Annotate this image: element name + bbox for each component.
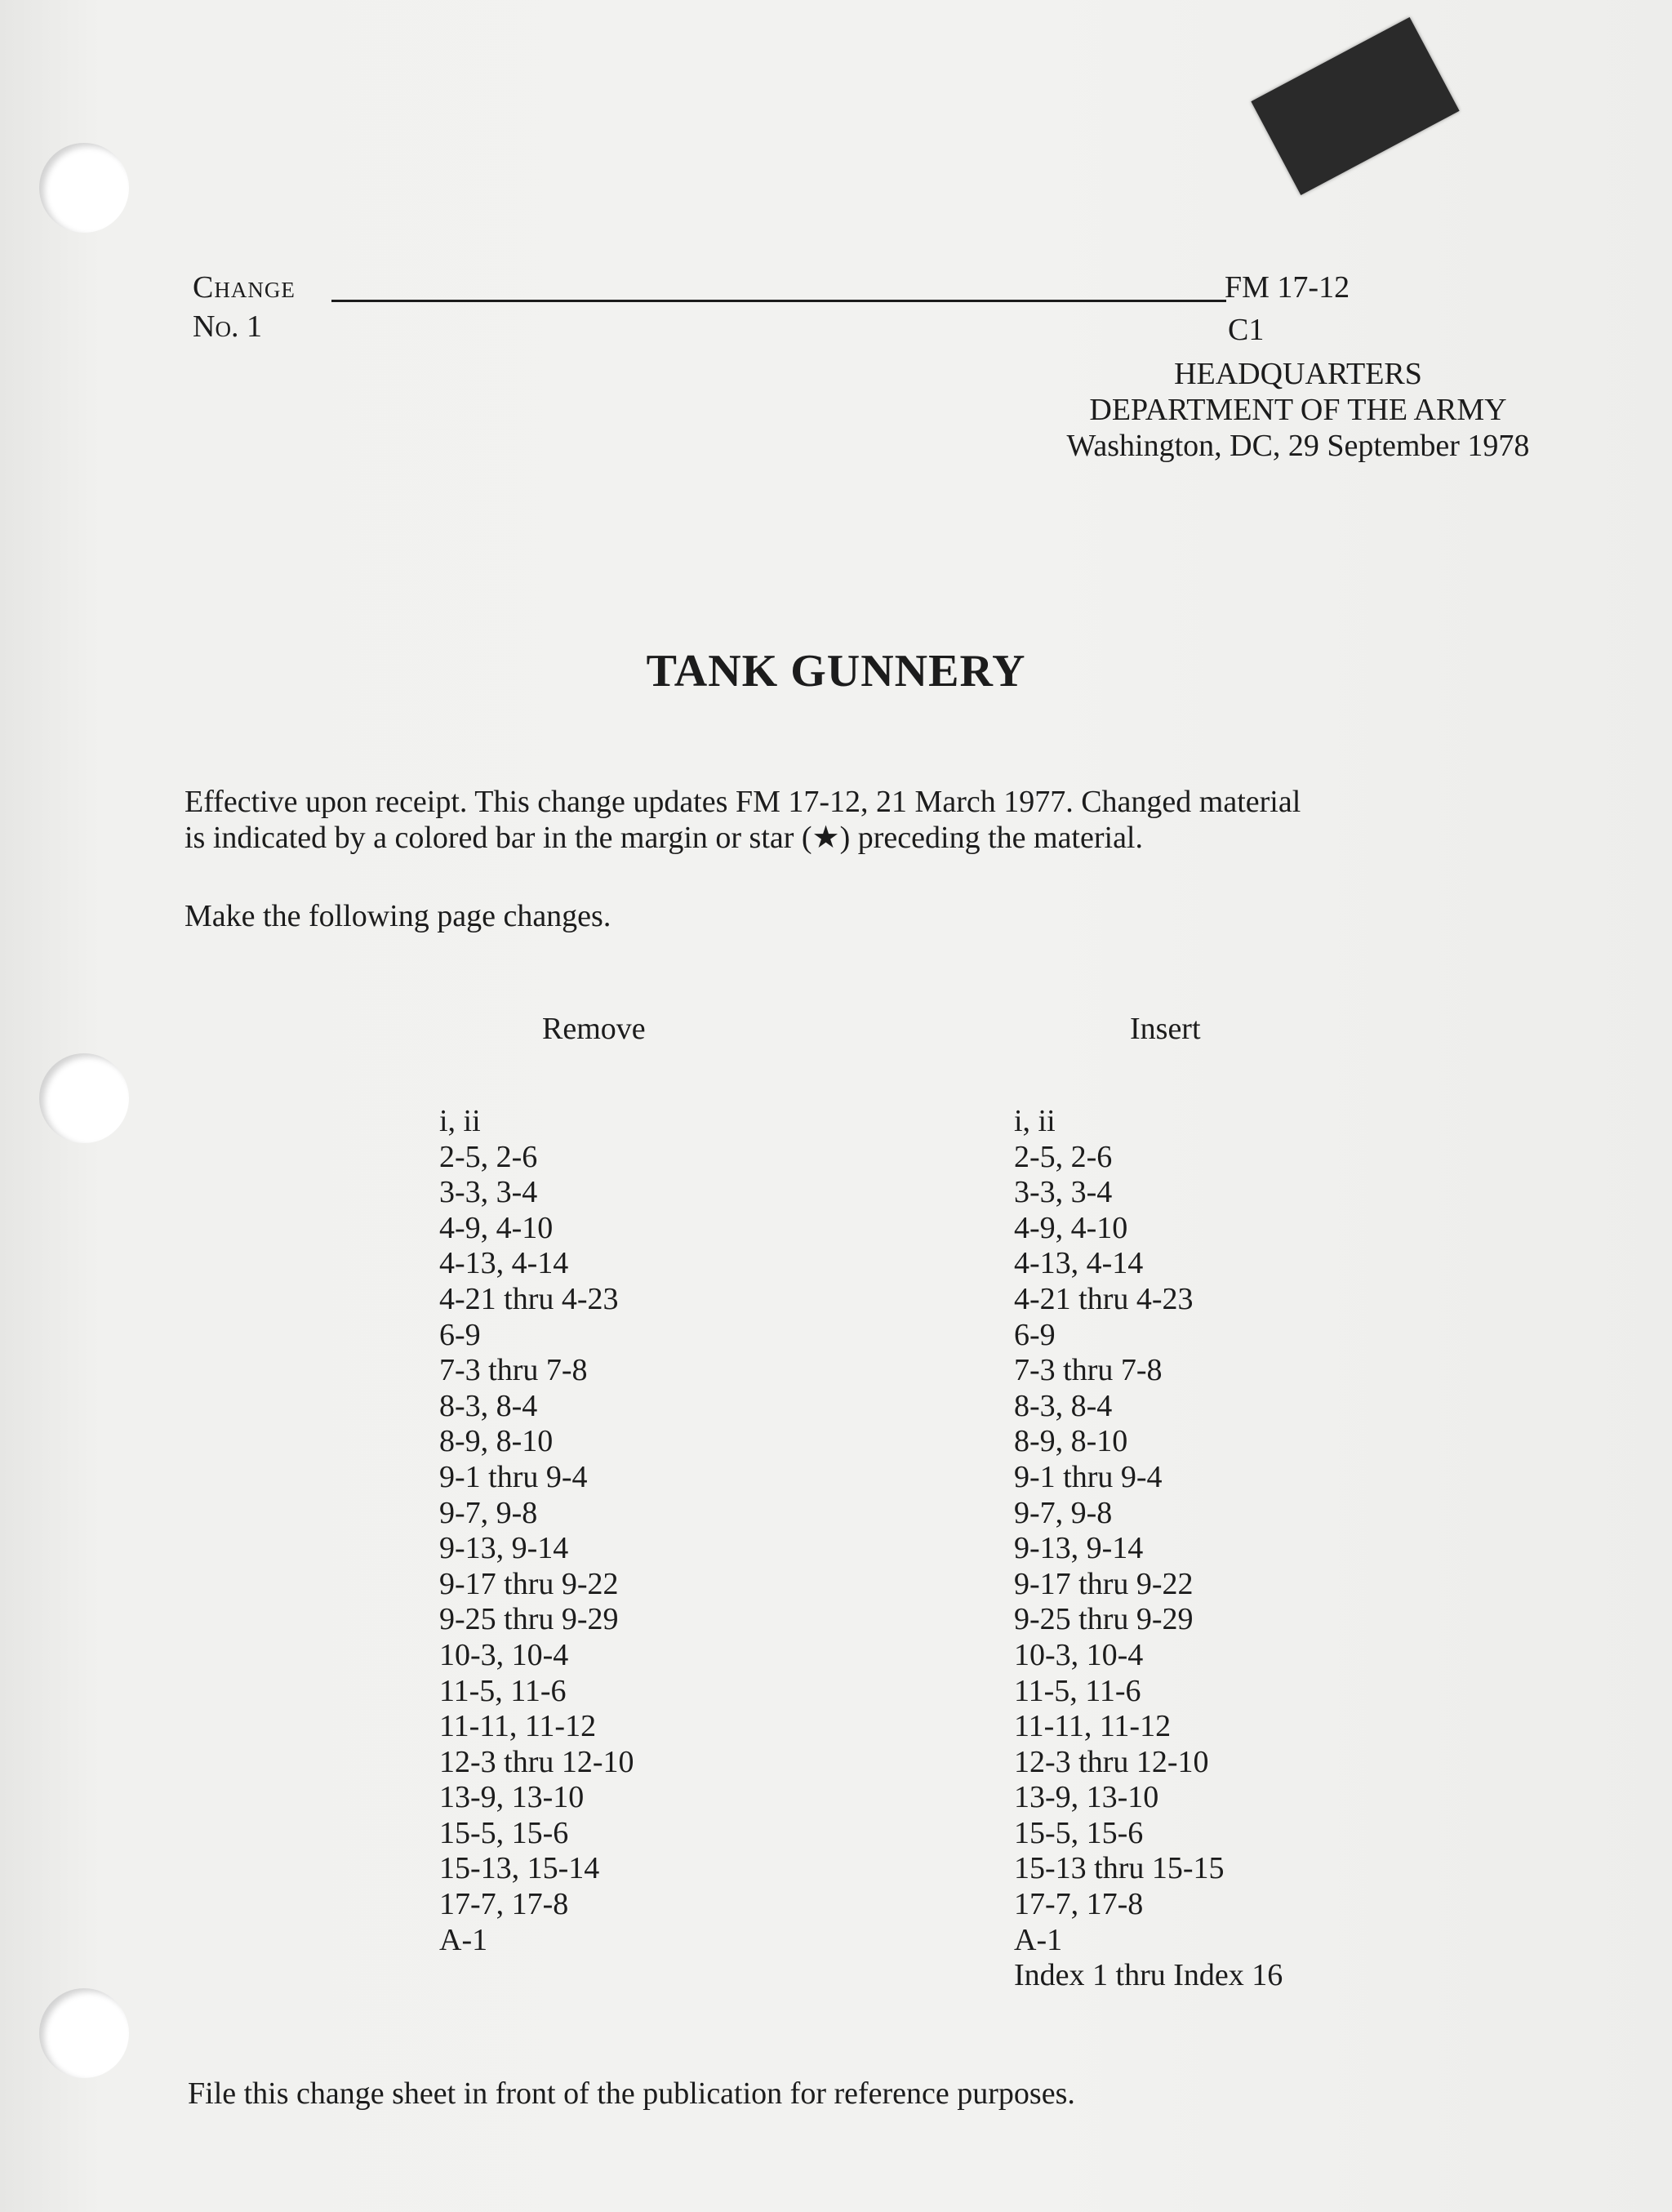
insert-page-entry: 9-7, 9-8 xyxy=(1014,1495,1113,1530)
insert-page-entry: 9-13, 9-14 xyxy=(1014,1531,1144,1566)
insert-page-entry: 12-3 thru 12-10 xyxy=(1014,1744,1209,1779)
remove-page-entry: 9-25 thru 9-29 xyxy=(439,1602,619,1637)
remove-page-entry: 10-3, 10-4 xyxy=(439,1637,569,1672)
remove-page-entry: 6-9 xyxy=(439,1317,481,1352)
insert-page-entry: 4-13, 4-14 xyxy=(1014,1246,1144,1281)
instruction-text: Make the following page changes. xyxy=(185,899,611,933)
remove-page-entry: 4-21 thru 4-23 xyxy=(439,1281,619,1316)
remove-page-entry: 2-5, 2-6 xyxy=(439,1139,538,1174)
insert-page-entry: 17-7, 17-8 xyxy=(1014,1887,1144,1922)
insert-page-entry: A-1 xyxy=(1014,1922,1063,1957)
insert-page-entry: 4-9, 4-10 xyxy=(1014,1210,1128,1245)
remove-page-entry: 11-5, 11-6 xyxy=(439,1673,567,1708)
remove-page-entry: 9-13, 9-14 xyxy=(439,1531,569,1566)
document-title: TANK GUNNERY xyxy=(646,646,1026,697)
insert-column-header: Insert xyxy=(1130,1012,1201,1046)
remove-page-entry: 9-1 thru 9-4 xyxy=(439,1459,588,1494)
insert-page-entry: 9-1 thru 9-4 xyxy=(1014,1459,1163,1494)
binder-hole-bottom xyxy=(39,1988,129,2078)
change-code: C1 xyxy=(1228,313,1265,347)
insert-page-entry: Index 1 thru Index 16 xyxy=(1014,1958,1283,1993)
binder-hole-middle xyxy=(39,1053,129,1143)
library-stamp xyxy=(1251,17,1459,195)
department-line: DEPARTMENT OF THE ARMY xyxy=(1089,393,1507,427)
insert-page-entry: i, ii xyxy=(1014,1104,1056,1138)
remove-page-entry: i, ii xyxy=(439,1104,481,1138)
remove-page-entry: 3-3, 3-4 xyxy=(439,1175,538,1210)
insert-page-entry: 8-9, 8-10 xyxy=(1014,1424,1128,1459)
insert-page-entry: 7-3 thru 7-8 xyxy=(1014,1353,1163,1388)
intro-paragraph xyxy=(185,784,1458,856)
insert-page-entry: 10-3, 10-4 xyxy=(1014,1637,1144,1672)
intro-line-1: Effective upon receipt. This change updates FM 17-12, 21 March 1977. Changed material xyxy=(185,785,1301,819)
remove-page-entry: A-1 xyxy=(439,1922,488,1957)
insert-page-entry: 11-5, 11-6 xyxy=(1014,1673,1141,1708)
change-label: Change xyxy=(193,270,296,305)
insert-page-entry: 8-3, 8-4 xyxy=(1014,1388,1113,1423)
remove-column-header: Remove xyxy=(542,1012,646,1046)
remove-page-entry: 9-17 thru 9-22 xyxy=(439,1566,619,1601)
remove-page-entry: 15-5, 15-6 xyxy=(439,1815,569,1850)
insert-page-entry: 3-3, 3-4 xyxy=(1014,1175,1113,1210)
remove-page-entry: 7-3 thru 7-8 xyxy=(439,1353,588,1388)
location-date-line: Washington, DC, 29 September 1978 xyxy=(1066,429,1530,463)
remove-page-entry: 9-7, 9-8 xyxy=(439,1495,538,1530)
remove-page-entry: 11-11, 11-12 xyxy=(439,1709,597,1744)
remove-page-entry: 13-9, 13-10 xyxy=(439,1780,585,1815)
remove-page-entry: 8-3, 8-4 xyxy=(439,1388,538,1423)
insert-list xyxy=(1014,1104,1283,1994)
change-number: No. 1 xyxy=(193,309,262,344)
intro-line-2: is indicated by a colored bar in the margin or star (★) preceding the material. xyxy=(185,821,1143,855)
fm-number: FM 17-12 xyxy=(1225,270,1350,305)
insert-page-entry: 4-21 thru 4-23 xyxy=(1014,1281,1194,1316)
remove-page-entry: 4-13, 4-14 xyxy=(439,1246,569,1281)
footer-note: File this change sheet in front of the publication for reference purposes. xyxy=(188,2076,1075,2111)
remove-page-entry: 12-3 thru 12-10 xyxy=(439,1744,634,1779)
remove-page-entry: 4-9, 4-10 xyxy=(439,1210,554,1245)
binder-hole-top xyxy=(39,143,129,233)
headquarters-line: HEADQUARTERS xyxy=(1174,357,1422,391)
remove-page-entry: 17-7, 17-8 xyxy=(439,1887,569,1922)
insert-page-entry: 9-25 thru 9-29 xyxy=(1014,1602,1194,1637)
insert-page-entry: 9-17 thru 9-22 xyxy=(1014,1566,1194,1601)
header-rule xyxy=(331,300,1226,302)
remove-page-entry: 8-9, 8-10 xyxy=(439,1424,554,1459)
remove-list xyxy=(439,1104,634,1958)
insert-page-entry: 6-9 xyxy=(1014,1317,1056,1352)
insert-page-entry: 15-13 thru 15-15 xyxy=(1014,1851,1225,1886)
insert-page-entry: 2-5, 2-6 xyxy=(1014,1139,1113,1174)
insert-page-entry: 11-11, 11-12 xyxy=(1014,1709,1172,1744)
remove-page-entry: 15-13, 15-14 xyxy=(439,1851,600,1886)
insert-page-entry: 13-9, 13-10 xyxy=(1014,1780,1159,1815)
insert-page-entry: 15-5, 15-6 xyxy=(1014,1815,1144,1850)
